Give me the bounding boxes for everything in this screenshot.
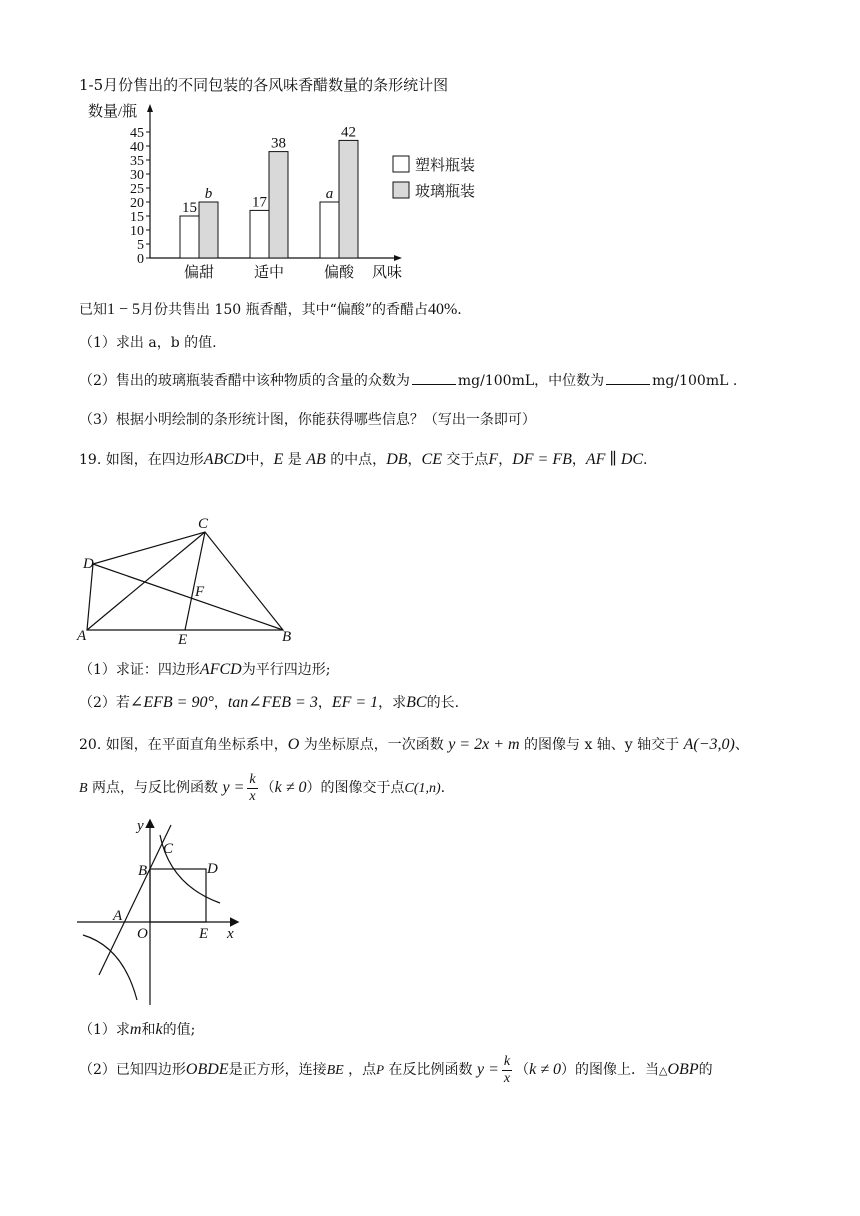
y-axis-arrow xyxy=(147,104,153,112)
y-tick-label: 20 xyxy=(130,196,144,211)
data-label: b xyxy=(204,186,213,202)
label-y-axis: y xyxy=(137,818,144,834)
problem-20-line1: 20. 如图，在平面直角坐标系中，O 为坐标原点，一次函数 y = 2x + m 的图像与 x 轴、y 轴交于 A(−3,0)、 xyxy=(79,736,749,753)
q1: （1）求出 a，b 的值. xyxy=(79,335,217,351)
x-category-label: 偏甜 xyxy=(183,265,215,281)
y-tick-label: 15 xyxy=(130,210,144,225)
bar xyxy=(199,202,218,258)
p20-q1: （1）求m和k的值; xyxy=(79,1021,196,1038)
legend-swatch xyxy=(393,156,409,172)
label-e: E xyxy=(199,926,209,942)
y-tick-label: 45 xyxy=(130,126,144,141)
y-tick-label: 40 xyxy=(130,140,144,155)
legend-swatch xyxy=(393,182,409,198)
legend-label: 玻璃瓶装 xyxy=(415,184,476,200)
bar-chart xyxy=(80,98,476,288)
y-tick-label: 5 xyxy=(137,238,144,253)
label-c: C xyxy=(198,516,209,532)
answer-blank-median xyxy=(606,370,650,385)
known-statement: 已知1 − 5月份共售出 150 瓶香醋，其中“偏酸”的香醋占40%. xyxy=(79,301,462,318)
bar xyxy=(250,210,269,258)
label-e: E xyxy=(178,632,188,648)
data-label: 15 xyxy=(182,200,197,216)
y-axis-label: 数量/瓶 xyxy=(88,104,138,120)
problem-19: 19. 如图，在四边形ABCD中，E 是 AB 的中点，DB，CE 交于点F，DF = FB，AF ∥ DC. xyxy=(79,451,648,468)
bar xyxy=(269,152,288,258)
x-axis-arrow xyxy=(394,255,402,261)
answer-blank-mode xyxy=(412,370,456,385)
label-a: A xyxy=(113,908,123,924)
y-tick-label: 25 xyxy=(130,182,144,197)
label-o: O xyxy=(137,926,148,942)
label-x-axis: x xyxy=(227,926,234,942)
label-d: D xyxy=(83,556,94,572)
p19-q1: （1）求证：四边形AFCD为平行四边形; xyxy=(79,661,331,678)
label-f: F xyxy=(195,584,205,600)
figure-19 xyxy=(75,512,315,652)
p20-q2: （2）已知四边形OBDE是正方形，连接BE ，点P 在反比例函数 y = $\frac{k}{x}$ （k ≠ 0）的图像上．当△OBP的 xyxy=(79,1053,713,1086)
y-tick-label: 0 xyxy=(137,252,144,267)
figure-20 xyxy=(75,815,250,1010)
label-d: D xyxy=(207,861,218,877)
data-label: 42 xyxy=(341,124,356,141)
data-label: 17 xyxy=(252,194,267,211)
problem-20-line2: B 两点，与反比例函数 y = $\frac{k}{x}$ （k ≠ 0）的图像交于点C(1,n). xyxy=(79,771,446,804)
q3: （3）根据小明绘制的条形统计图，你能获得哪些信息？（写出一条即可） xyxy=(79,412,536,428)
label-b: B xyxy=(282,629,292,645)
x-category-label: 偏酸 xyxy=(323,265,355,281)
chart-title: 1-5月份售出的不同包装的各风味香醋数量的条形统计图 xyxy=(79,76,449,94)
bar xyxy=(180,216,199,258)
y-tick-label: 30 xyxy=(130,168,144,183)
legend-label: 塑料瓶装 xyxy=(415,158,476,174)
y-tick-label: 35 xyxy=(130,154,144,169)
bar xyxy=(320,202,339,258)
data-label: 38 xyxy=(271,135,286,152)
x-axis-label: 风味 xyxy=(372,265,403,281)
p19-q2: （2）若∠EFB = 90°，tan∠FEB = 3，EF = 1，求BC的长. xyxy=(79,694,460,711)
bar xyxy=(339,140,358,258)
label-b: B xyxy=(138,863,148,879)
y-tick-label: 10 xyxy=(130,224,144,239)
q2: （2）售出的玻璃瓶装香醋中该种物质的含量的众数为 mg/100mL，中位数为 mg/100mL . xyxy=(79,370,737,391)
label-c: C xyxy=(163,841,174,857)
data-label: a xyxy=(325,186,334,202)
label-a: A xyxy=(77,628,87,644)
x-category-label: 适中 xyxy=(253,265,285,281)
